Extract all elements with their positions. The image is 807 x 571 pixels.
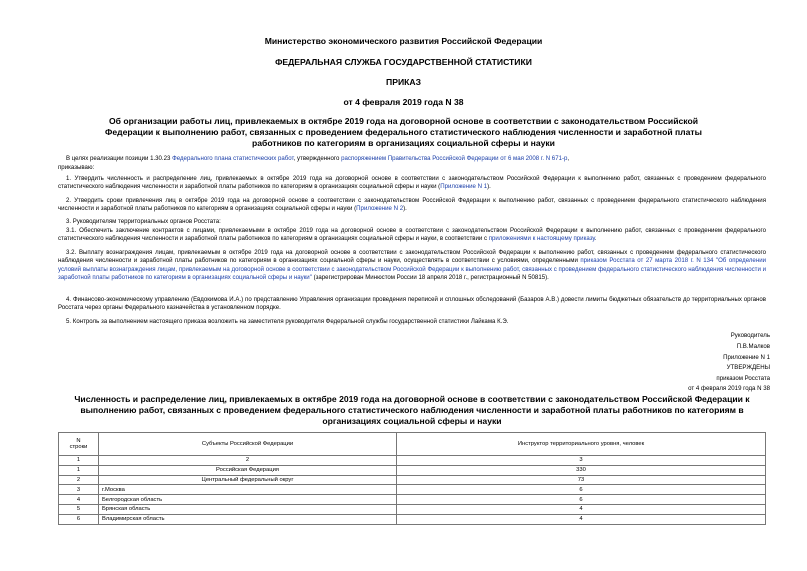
signature-role: Руководитель <box>730 332 770 339</box>
row-subject: г.Москва <box>99 485 397 495</box>
paragraph-1: 1. Утвердить численность и распределение лиц, привлекаемых в октябре 2019 года на договорной основе в соответствии с законодательством Российской Федерации к выполнению работ, связанных с проведением федерального статистического наблюдения численности и заработной платы работников по категориям в организациях социальной сферы и науки (Приложение N 1). <box>58 175 766 191</box>
paragraph-3-2: 3.2. Выплату вознаграждения лицам, привлекаемым в октябре 2019 года на договорной основе в соответствии с законодательством Российской Федерации к выполнению работ, связанных с проведением федерального статистического наблюдения численности и заработной платы работников по категориям в организациях социальной сферы и науки, осуществлять в соответствии с условиями, определенными приказом Росстата от 27 марта 2018 г. N 134 "Об определении условий выплаты вознаграждения лицам, привлекаемым на договорной основе в соответствии с законодательством Российской Федерации к выполнению работ, связанных с проведением федерального статистического наблюдения численности и заработной платы работников по категориям в организациях социальной сферы и науки" (зарегистрирован Минюстом России 18 апреля 2018 г., регистрационный N 50815). <box>58 249 766 282</box>
row-count: 73 <box>397 475 766 485</box>
row-count: 4 <box>397 514 766 524</box>
rosstat-order-134-link[interactable]: приказом Росстата от 27 марта 2018 г. N 134 "Об определении условий выплаты вознаграждения лицам, привлекаемым на договорной основе в соответствии с законодательством Российской Федерации к выполнению работ, связанных с проведением федерального статистического наблюдения численности и заработной платы работников по категориям в организациях социальной сферы и науки" <box>58 257 766 282</box>
appendix-approved-by: приказом Росстата <box>716 375 770 382</box>
table-header-row <box>59 433 766 456</box>
table-row <box>59 504 766 514</box>
appendix-title: Численность и распределение лиц, привлекаемых в октябре 2019 года на договорной основе в соответствии с законодательством Российской Федерации к выполнению работ, связанных с проведением федерального статистического наблюдения численности и заработной платы работников по категориям в организациях социальной сферы и науки <box>74 394 750 427</box>
preamble-paragraph: В целях реализации позиции 1.30.23 Федерального плана статистических работ, утвержденного распоряжением Правительства Российской Федерации от 6 мая 2008 г. N 671-р, <box>66 155 570 162</box>
federal-plan-link[interactable]: Федерального плана статистических работ <box>172 155 294 162</box>
row-count: 330 <box>397 465 766 475</box>
ministry-heading: Министерство экономического развития Российской Федерации <box>264 36 543 46</box>
table-row <box>59 475 766 485</box>
row-number: 5 <box>59 504 99 514</box>
service-heading: ФЕДЕРАЛЬНАЯ СЛУЖБА ГОСУДАРСТВЕННОЙ СТАТИСТИКИ <box>275 57 532 67</box>
row-number: 6 <box>59 514 99 524</box>
distribution-table <box>58 432 766 525</box>
paragraph-2: 2. Утвердить сроки привлечения лиц в октябре 2019 года на договорной основе в соответствии с законодательством Российской Федерации к выполнению работ, связанных с проведением федерального статистического наблюдения численности и заработной платы работников по категориям в организациях социальной сферы и науки (Приложение N 2). <box>58 197 766 213</box>
appendix-1-link[interactable]: Приложение N 1 <box>440 183 488 191</box>
doc-date-number: от 4 февраля 2019 года N 38 <box>343 97 464 107</box>
row-subject: Брянская область <box>99 504 397 514</box>
government-order-link[interactable]: распоряжением Правительства Российской Федерации от 6 мая 2008 г. N 671-р <box>341 155 568 162</box>
numbering-cell: 3 <box>397 456 766 466</box>
order-word: приказываю: <box>58 164 95 171</box>
paragraph-4: 4. Финансово-экономическому управлению (Евдокимова И.А.) по представлению Управления организации проведения переписей и сплошных обследований (Базаров А.В.) довести лимиты бюджетных обязательств до территориальных органов Росстата через органы Федерального казначейства в установленном порядке. <box>58 296 766 312</box>
header-row-number: N строки <box>59 433 99 456</box>
appendix-date: от 4 февраля 2019 года N 38 <box>688 385 770 392</box>
table-row <box>59 514 766 524</box>
appendix-label: Приложение N 1 <box>723 354 770 361</box>
row-count: 6 <box>397 495 766 505</box>
row-number: 2 <box>59 475 99 485</box>
paragraph-5: 5. Контроль за выполнением настоящего приказа возложить на заместителя руководителя Федеральной службы государственной статистики Лайкама К.Э. <box>66 318 509 325</box>
numbering-cell: 2 <box>99 456 397 466</box>
appendices-link[interactable]: приложениями к настоящему приказу <box>488 235 595 243</box>
doc-title: Об организации работы лиц, привлекаемых в октябре 2019 года на договорной основе в соответствии с законодательством Российской Федерации к выполнению работ, связанных с проведением федерального статистического наблюдения численности и заработной платы работников по категориям в организациях социальной сферы и науки <box>105 116 702 149</box>
table-row <box>59 465 766 475</box>
row-count: 6 <box>397 485 766 495</box>
header-subject: Субъекты Российской Федерации <box>99 433 397 456</box>
row-subject: Владимирская область <box>99 514 397 524</box>
row-subject: Центральный федеральный округ <box>99 475 397 485</box>
paragraph-3: 3. Руководителям территориальных органов Росстата: <box>66 218 221 225</box>
row-subject: Российская Федерация <box>99 465 397 475</box>
row-number: 3 <box>59 485 99 495</box>
paragraph-3-1: 3.1. Обеспечить заключение контрактов с лицами, привлекаемыми в октябре 2019 года на договорной основе в соответствии с законодательством Российской Федерации к выполнению работ, связанных с проведением федерального статистического наблюдения численности и заработной платы работников по категориям в организациях социальной сферы и науки, в соответствии с приложениями к настоящему приказу. <box>58 227 766 243</box>
table-numbering-row <box>59 456 766 466</box>
numbering-cell: 1 <box>59 456 99 466</box>
doc-type-heading: ПРИКАЗ <box>386 77 421 87</box>
appendix-2-link[interactable]: Приложение N 2 <box>356 205 404 213</box>
row-number: 1 <box>59 465 99 475</box>
row-subject: Белгородская область <box>99 495 397 505</box>
header-count: Инструктор территориального уровня, человек <box>397 433 766 456</box>
signature-name: П.В.Малков <box>736 343 770 350</box>
row-number: 4 <box>59 495 99 505</box>
row-count: 4 <box>397 504 766 514</box>
table-row <box>59 495 766 505</box>
appendix-approved: УТВЕРЖДЕНЫ <box>726 364 770 371</box>
table-row <box>59 485 766 495</box>
